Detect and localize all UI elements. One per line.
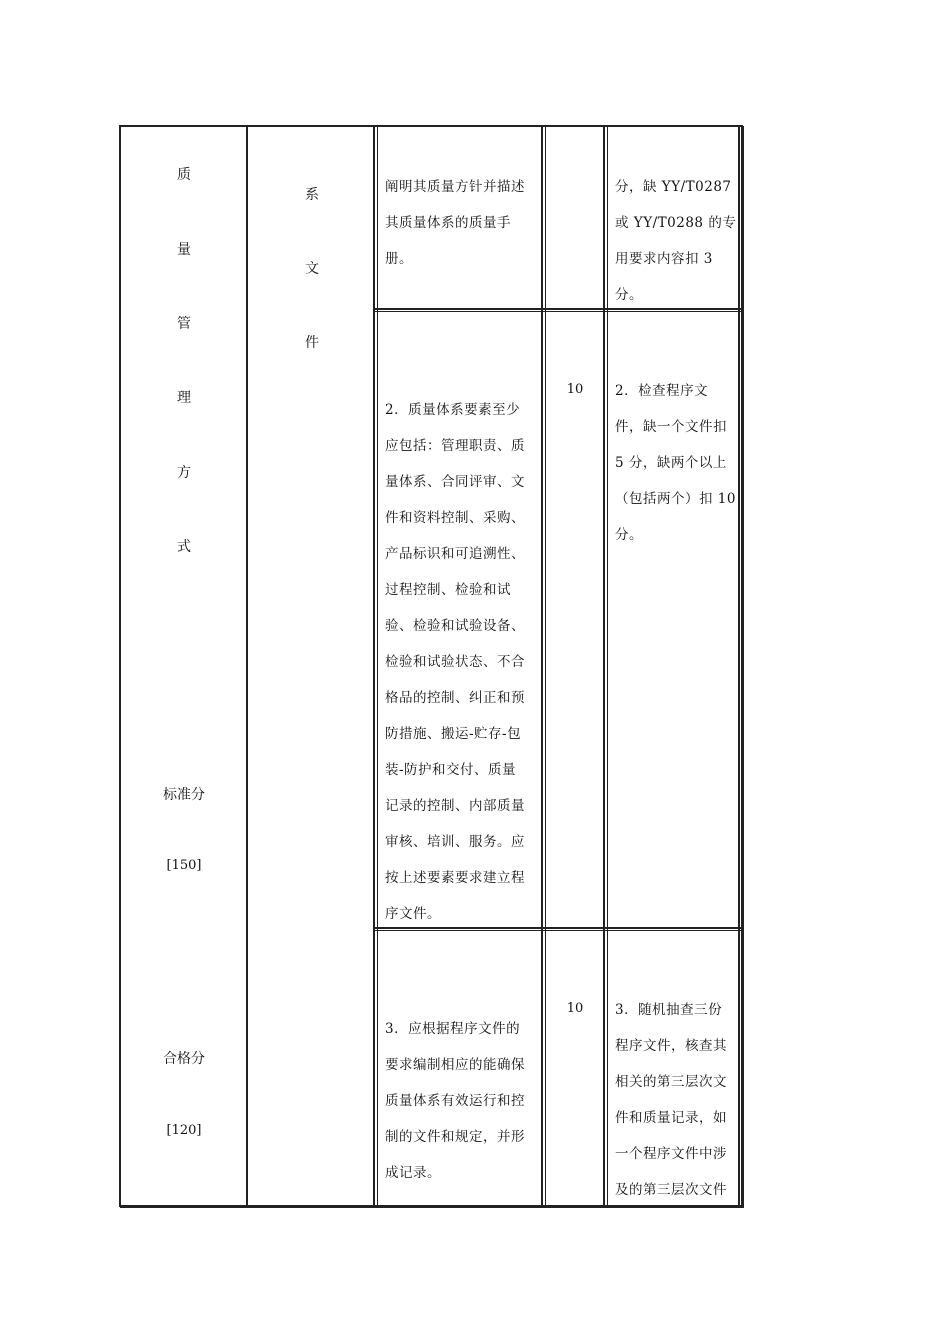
requirement-text <box>385 392 541 932</box>
text-line: 过程控制、检验和试 <box>385 582 511 598</box>
category-char: 方 <box>177 465 191 481</box>
text-line: 及的第三层次文件 <box>615 1182 727 1198</box>
text-line: 装-防护和交付、质量 <box>385 762 517 778</box>
text-line: 产品标识和可追溯性、 <box>385 546 525 562</box>
standard-score-value: [150] <box>166 858 202 873</box>
text-line: 件，缺一个文件扣 <box>615 419 727 435</box>
text-line: 检验和试验状态、不合 <box>385 654 525 670</box>
text-line: 制的文件和规定，并形 <box>385 1129 525 1145</box>
category-char: 质 <box>177 167 191 183</box>
text-line: 应包括：管理职责、质 <box>385 438 525 454</box>
text-line: 2．质量体系要素至少 <box>385 402 521 418</box>
subcategory-char: 系 <box>305 187 319 203</box>
column-divider <box>373 125 378 1207</box>
subcategory-char: 件 <box>305 335 319 351</box>
column-divider <box>603 125 608 1207</box>
category-char: 理 <box>177 390 191 406</box>
text-line: 件和质量记录，如 <box>615 1110 727 1126</box>
text-line: 验、检验和试验设备、 <box>385 618 525 634</box>
text-line: 成记录。 <box>385 1165 441 1181</box>
text-line: 或 YY/T0288 的专 <box>615 215 737 231</box>
pass-score-value: [120] <box>166 1123 202 1138</box>
standard-score-label: 标准分 <box>163 787 205 803</box>
method-text <box>615 373 739 553</box>
text-line: 3．应根据程序文件的 <box>385 1021 521 1037</box>
text-line: 序文件。 <box>385 906 441 922</box>
text-line: 5 分，缺两个以上 <box>615 455 727 471</box>
text-line: 阐明其质量方针并描述 <box>385 179 525 195</box>
text-line: 量体系、合同评审、文 <box>385 474 525 490</box>
text-line: 其质量体系的质量手 <box>385 215 511 231</box>
requirement-text <box>385 169 541 277</box>
category-char: 量 <box>177 242 191 258</box>
category-char: 式 <box>177 539 191 555</box>
text-line: 要求编制相应的能确保 <box>385 1057 525 1073</box>
method-text <box>615 992 739 1208</box>
subcategory-char: 文 <box>305 261 319 277</box>
text-line: 3．随机抽查三份 <box>615 1002 723 1018</box>
text-line: 记录的控制、内部质量 <box>385 798 525 814</box>
text-line: 一个程序文件中涉 <box>615 1146 727 1162</box>
pass-score-label: 合格分 <box>163 1051 205 1067</box>
text-line: 分。 <box>615 527 643 543</box>
text-line: 格品的控制、纠正和预 <box>385 690 525 706</box>
category-char: 管 <box>177 316 191 332</box>
text-line: 防措施、搬运-贮存-包 <box>385 726 522 742</box>
score-value: 10 <box>566 382 584 397</box>
score-value: 10 <box>566 1001 584 1016</box>
text-line: 相关的第三层次文 <box>615 1074 727 1090</box>
method-text <box>615 169 739 313</box>
text-line: 质量体系有效运行和控 <box>385 1093 525 1109</box>
text-line: （包括两个）扣 10 <box>615 491 736 507</box>
requirement-text <box>385 1011 541 1191</box>
column-divider <box>246 125 248 1207</box>
text-line: 分。 <box>615 287 643 303</box>
text-line: 册。 <box>385 251 413 267</box>
column-divider <box>541 125 546 1207</box>
text-line: 程序文件，核查其 <box>615 1038 727 1054</box>
text-line: 2．检查程序文 <box>615 383 709 399</box>
text-line: 按上述要素要求建立程 <box>385 870 525 886</box>
text-line: 审核、培训、服务。应 <box>385 834 525 850</box>
text-line: 分，缺 YY/T0287 <box>615 179 732 195</box>
text-line: 用要求内容扣 3 <box>615 251 713 267</box>
text-line: 件和资料控制、采购、 <box>385 510 525 526</box>
